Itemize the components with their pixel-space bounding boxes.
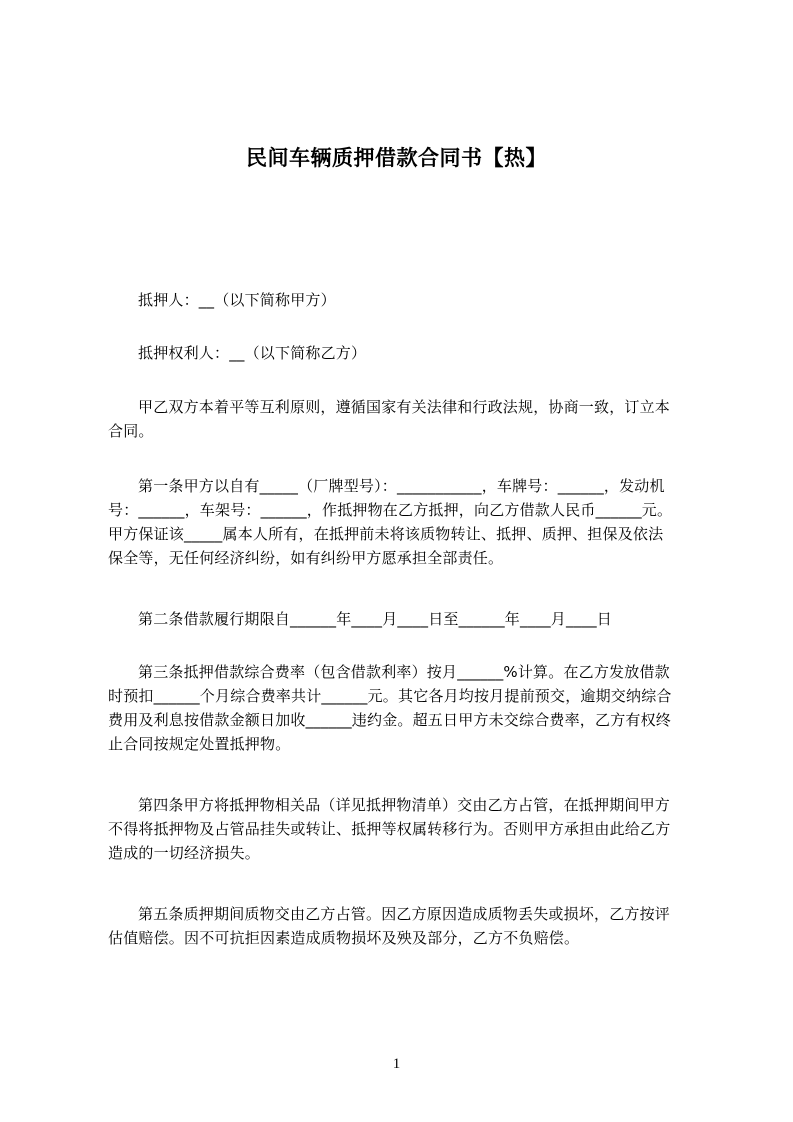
document-title: 民间车辆质押借款合同书【热】 [246, 146, 547, 170]
paragraph-line: 保全等，无任何经济纠纷，如有纠纷甲方愿承担全部责任。 [108, 549, 504, 567]
paragraph-line: 估值赔偿。因不可抗拒因素造成质物损坏及殃及部分，乙方不负赔偿。 [108, 929, 580, 947]
paragraph-line: 第四条甲方将抵押物相关品（详见抵押物清单）交由乙方占管，在抵押期间甲方 [138, 796, 671, 814]
article-4-paragraph [108, 793, 708, 865]
paragraph-line: 造成的一切经济损失。 [108, 844, 261, 862]
paragraph-line: 时预扣______个月综合费率共计______元。其它各月均按月提前预交，逾期交纳综合 [108, 687, 672, 705]
preamble-paragraph [108, 395, 708, 443]
paragraph-line: 第三条抵押借款综合费率（包含借款利率）按月______%计算。在乙方发放借款 [138, 663, 670, 681]
pledgee-line [108, 341, 708, 365]
paragraph-line: 第一条甲方以自有_____（厂牌型号）：___________，车牌号：______，发动机 [138, 477, 665, 495]
paragraph-line: 第五条质押期间质物交由乙方占管。因乙方原因造成质物丢失或损坏，乙方按评 [138, 905, 671, 923]
paragraph-line: 费用及利息按借款金额日加收______违约金。超五日甲方未交综合费率，乙方有权终 [108, 711, 672, 729]
article-3-paragraph [108, 660, 708, 756]
paragraph-line: 甲方保证该_____属本人所有，在抵押前未将该质物转让、抵押、质押、担保及依法 [108, 525, 664, 543]
pledgor-line [108, 288, 708, 312]
article-2-text: 第二条借款履行期限自______年____月____日至______年____月____日 [138, 610, 613, 628]
paragraph-line: 不得将抵押物及占管品挂失或转让、抵押等权属转移行为。否则甲方承担由此给乙方 [108, 820, 671, 838]
article-2-line [108, 607, 708, 631]
article-5-paragraph [108, 902, 708, 950]
paragraph-line: 号：______，车架号：______，作抵押物在乙方抵押，向乙方借款人民币______元。 [108, 501, 673, 519]
pledgee-text: 抵押权利人：__（以下简称乙方） [138, 344, 367, 362]
article-1-paragraph [108, 474, 708, 570]
pledgor-text: 抵押人：__（以下简称甲方） [138, 291, 336, 309]
paragraph-line: 甲乙双方本着平等互利原则，遵循国家有关法律和行政法规，协商一致，订立本 [138, 398, 671, 416]
page-number: 1 [392, 1056, 401, 1072]
paragraph-line: 止合同按规定处置抵押物。 [108, 735, 291, 753]
paragraph-line: 合同。 [108, 422, 154, 440]
